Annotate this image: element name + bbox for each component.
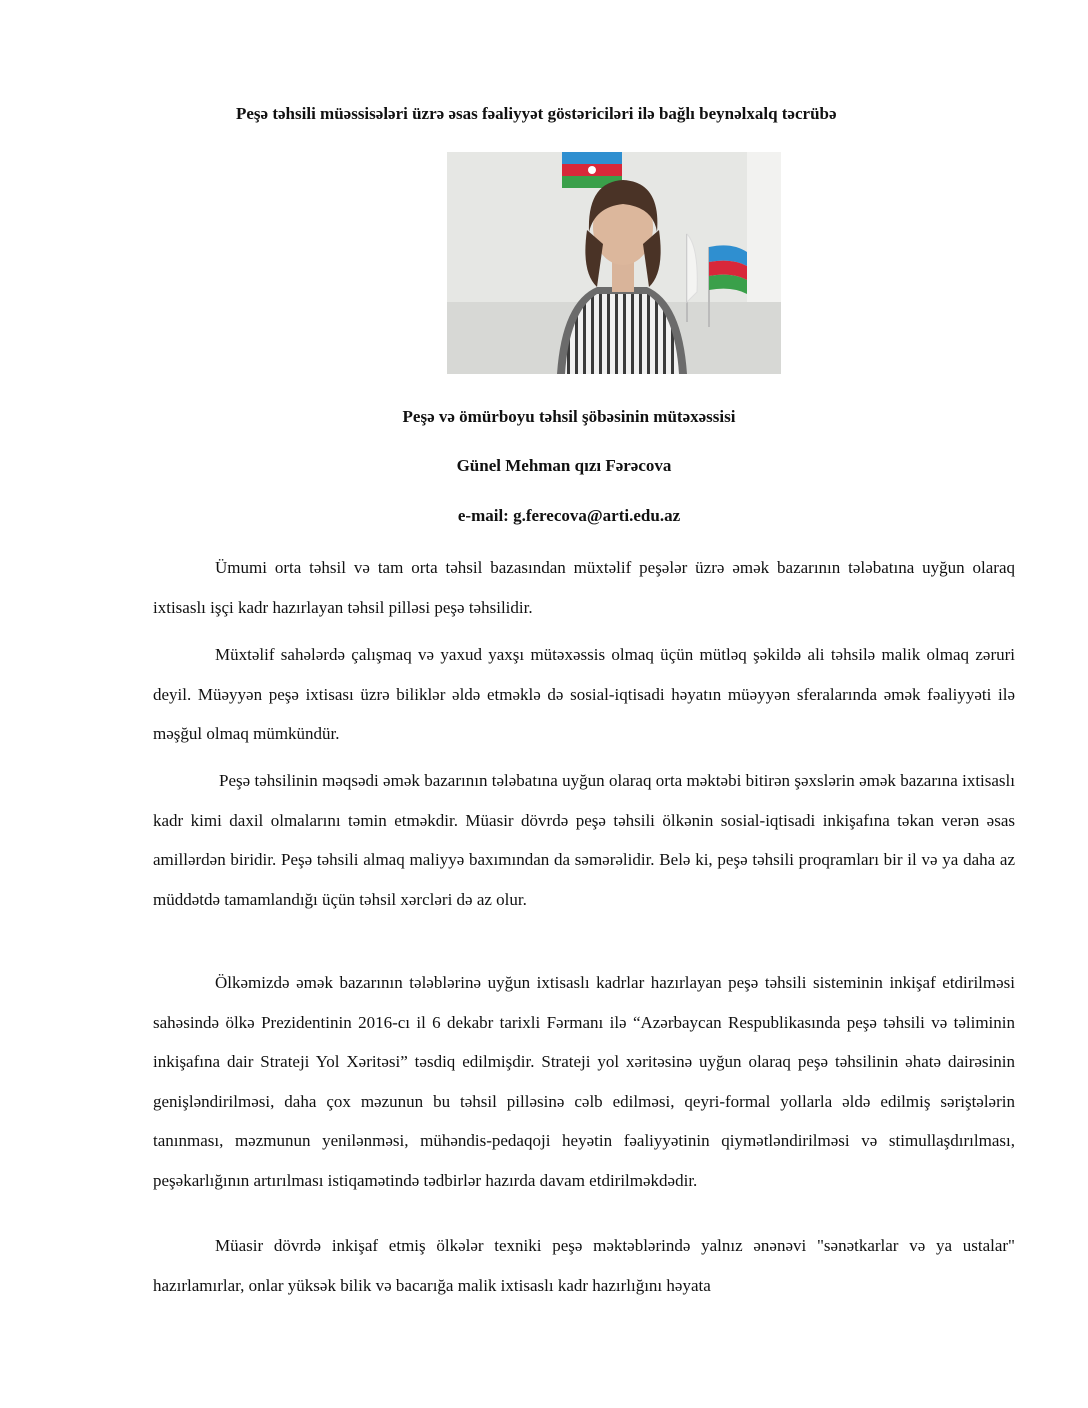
document-title: Peşə təhsili müəssisələri üzrə əsas fəaliyyət göstəriciləri ilə bağlı beynəlxalq təcrübə bbox=[236, 104, 837, 123]
paragraph: Ümumi orta təhsil və tam orta təhsil bazasından müxtəlif peşələr üzrə əmək bazarının tələbatına uyğun olaraq ixtisaslı işçi kadr hazırlayan təhsil pilləsi peşə təhsilidir. bbox=[153, 558, 1015, 617]
paragraph: Müasir dövrdə inkişaf etmiş ölkələr texniki peşə məktəblərində yalnız ənənəvi "sənətkarlar və ya ustalar" hazırlamırlar, onlar yüksək bilik və bacarığa malik ixtisaslı kadr hazırlığını həyata bbox=[153, 1236, 1015, 1295]
paragraph: Müxtəlif sahələrdə çalışmaq və yaxud yaxşı mütəxəssis olmaq üçün mütləq şəkildə ali təhsilə malik olmaq zəruri deyil. Müəyyən peşə ixtisası üzrə biliklər əldə etməklə də sosial-iqtisadi həyatın müəyyən sferalarında əmək fəaliyyəti ilə məşğul olmaq mümkündür. bbox=[153, 645, 1015, 743]
paragraph: Ölkəmizdə əmək bazarının tələblərinə uyğun ixtisaslı kadrlar hazırlayan peşə təhsili sisteminin inkişaf etdirilməsi sahəsində ölkə Prezidentinin 2016-cı il 6 dekabr tarixli Fərmanı ilə “Azərbaycan Respublikasında peşə təhsili və təliminin inkişafına dair Strateji Yol Xəritəsi” təsdiq edilmişdir. Strateji yol xəritəsinə uyğun olaraq peşə təhsilinin əhatə dairəsinin genişləndirilməsi, daha çox məzunun bu təhsil pilləsinə cəlb edilməsi, qeyri-formal yollarla əldə edilmiş səriştələrin tanınması, məzmunun yenilənməsi, mühəndis-pedaqoji heyətin fəaliyyətinin qiymətləndirilməsi və stimullaşdırılması, peşəkarlığının artırılması istiqamətində tədbirlər hazırda davam etdirilməkdədir. bbox=[153, 973, 1015, 1190]
paragraph: Peşə təhsilinin məqsədi əmək bazarının tələbatına uyğun olaraq orta məktəbi bitirən şəxslərin əmək bazarına ixtisaslı kadr kimi daxil olmalarını təmin etməkdir. Müasir dövrdə peşə təhsili ölkənin sosial-iqtisadi inkişafına təkan verən əsas amillərdən biridir. Peşə təhsili almaq maliyyə baxımından da səmərəlidir. Belə ki, peşə təhsili proqramları bir il və ya daha az müddətdə tamamlandığı üçün təhsil xərcləri də az olur. bbox=[153, 771, 1015, 909]
author-position: Peşə və ömürboyu təhsil şöbəsinin mütəxəssisi bbox=[402, 407, 736, 426]
author-name: Günel Mehman qızı Fərəcova bbox=[456, 456, 672, 475]
author-photo-illustration bbox=[447, 152, 781, 374]
author-email: e-mail: g.ferecova@arti.edu.az bbox=[457, 506, 681, 525]
author-photo bbox=[447, 152, 781, 374]
